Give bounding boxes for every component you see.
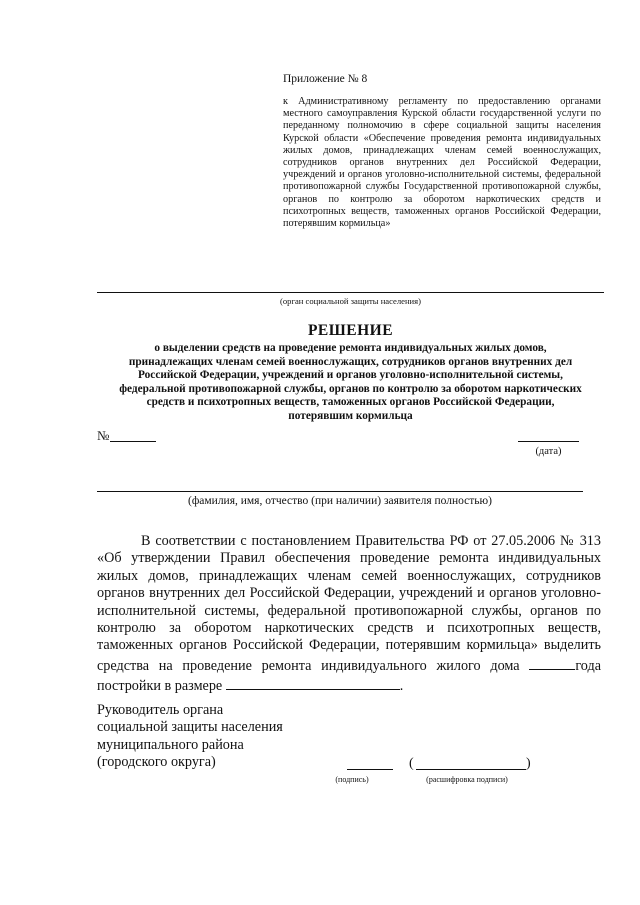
signature-caption: (подпись) xyxy=(335,775,369,784)
organ-line xyxy=(97,292,604,293)
number-line xyxy=(110,441,156,442)
head-line-1: Руководитель органа xyxy=(97,702,224,718)
appendix-title: Приложение № 8 xyxy=(283,73,368,85)
decode-paren-open: ( xyxy=(409,756,414,771)
head-line-4: (городского округа) xyxy=(97,754,216,771)
decode-caption: (расшифровка подписи) xyxy=(426,775,508,784)
year-text: года постройки в размере xyxy=(97,657,602,695)
head-line-3: муниципального района xyxy=(97,736,244,753)
date-line xyxy=(518,441,579,442)
decode-line xyxy=(416,769,526,770)
organ-caption: (орган социальной защиты населения) xyxy=(280,296,421,306)
amount-blank xyxy=(226,675,400,690)
applicant-line xyxy=(97,491,583,492)
number-label: № xyxy=(97,428,110,443)
head-line-2: социальной защиты населения xyxy=(97,719,283,736)
date-caption: (дата) xyxy=(535,446,562,457)
appendix-text: к Административному регламенту по предоставлению органами местного самоуправления Курской области государственной услуги по переданному полномочию в сфере социальной защиты населения Курской области «Обеспечение проведения ремонта индивидуальных жилых домов, принадлежащих членам семей военнослужащих, сотрудников органов внутренних дел Российской Федерации, учреждений и органов уголовно-исполнительной системы, федеральной противопожарной службы Государственной противопожарной службы, органов по контролю за оборотом наркотических средств и психотропных веществ, таможенных органов Российской Федерации, потерявшим кормильца» xyxy=(283,96,601,230)
body-text: В соответствии с постановлением Правительства РФ от 27.05.2006 № 313 «Об утверждении Правил обеспечения проведение ремонта индивидуальных жилых домов, принадлежащих членам семей военнослужащих, сотрудников органов внутренних дел Российской Федерации, учреждений и органов уголовно-исполнительной системы, федеральной противопожарной службы, органов по контролю за оборотом наркотических средств и психотропных веществ, таможенных органов Российской Федерации, потерявшим кормильца» выделить средства на проведение ремонта индивидуального жилого дома xyxy=(97,533,601,674)
decision-title: РЕШЕНИЕ xyxy=(307,322,394,339)
year-blank xyxy=(529,655,575,670)
decision-subtitle: о выделении средств на проведение ремонта индивидуальных жилых домов, принадлежащих членам семей военнослужащих, сотрудников органов внутренних дел Российской Федерации, учреждений и органов уголовно-исполнительной системы, федеральной противопожарной службы, органов по контролю за оборотом наркотических средств и психотропных веществ, таможенных органов Российской Федерации, потерявшим кормильца xyxy=(119,342,582,422)
decision-body xyxy=(97,533,601,696)
head-title-block xyxy=(97,702,317,772)
end-mark: . xyxy=(399,678,404,695)
decode-paren-close: ) xyxy=(526,756,531,771)
signature-line xyxy=(347,769,393,770)
applicant-caption: (фамилия, имя, отчество (при наличии) заявителя полностью) xyxy=(188,495,492,507)
